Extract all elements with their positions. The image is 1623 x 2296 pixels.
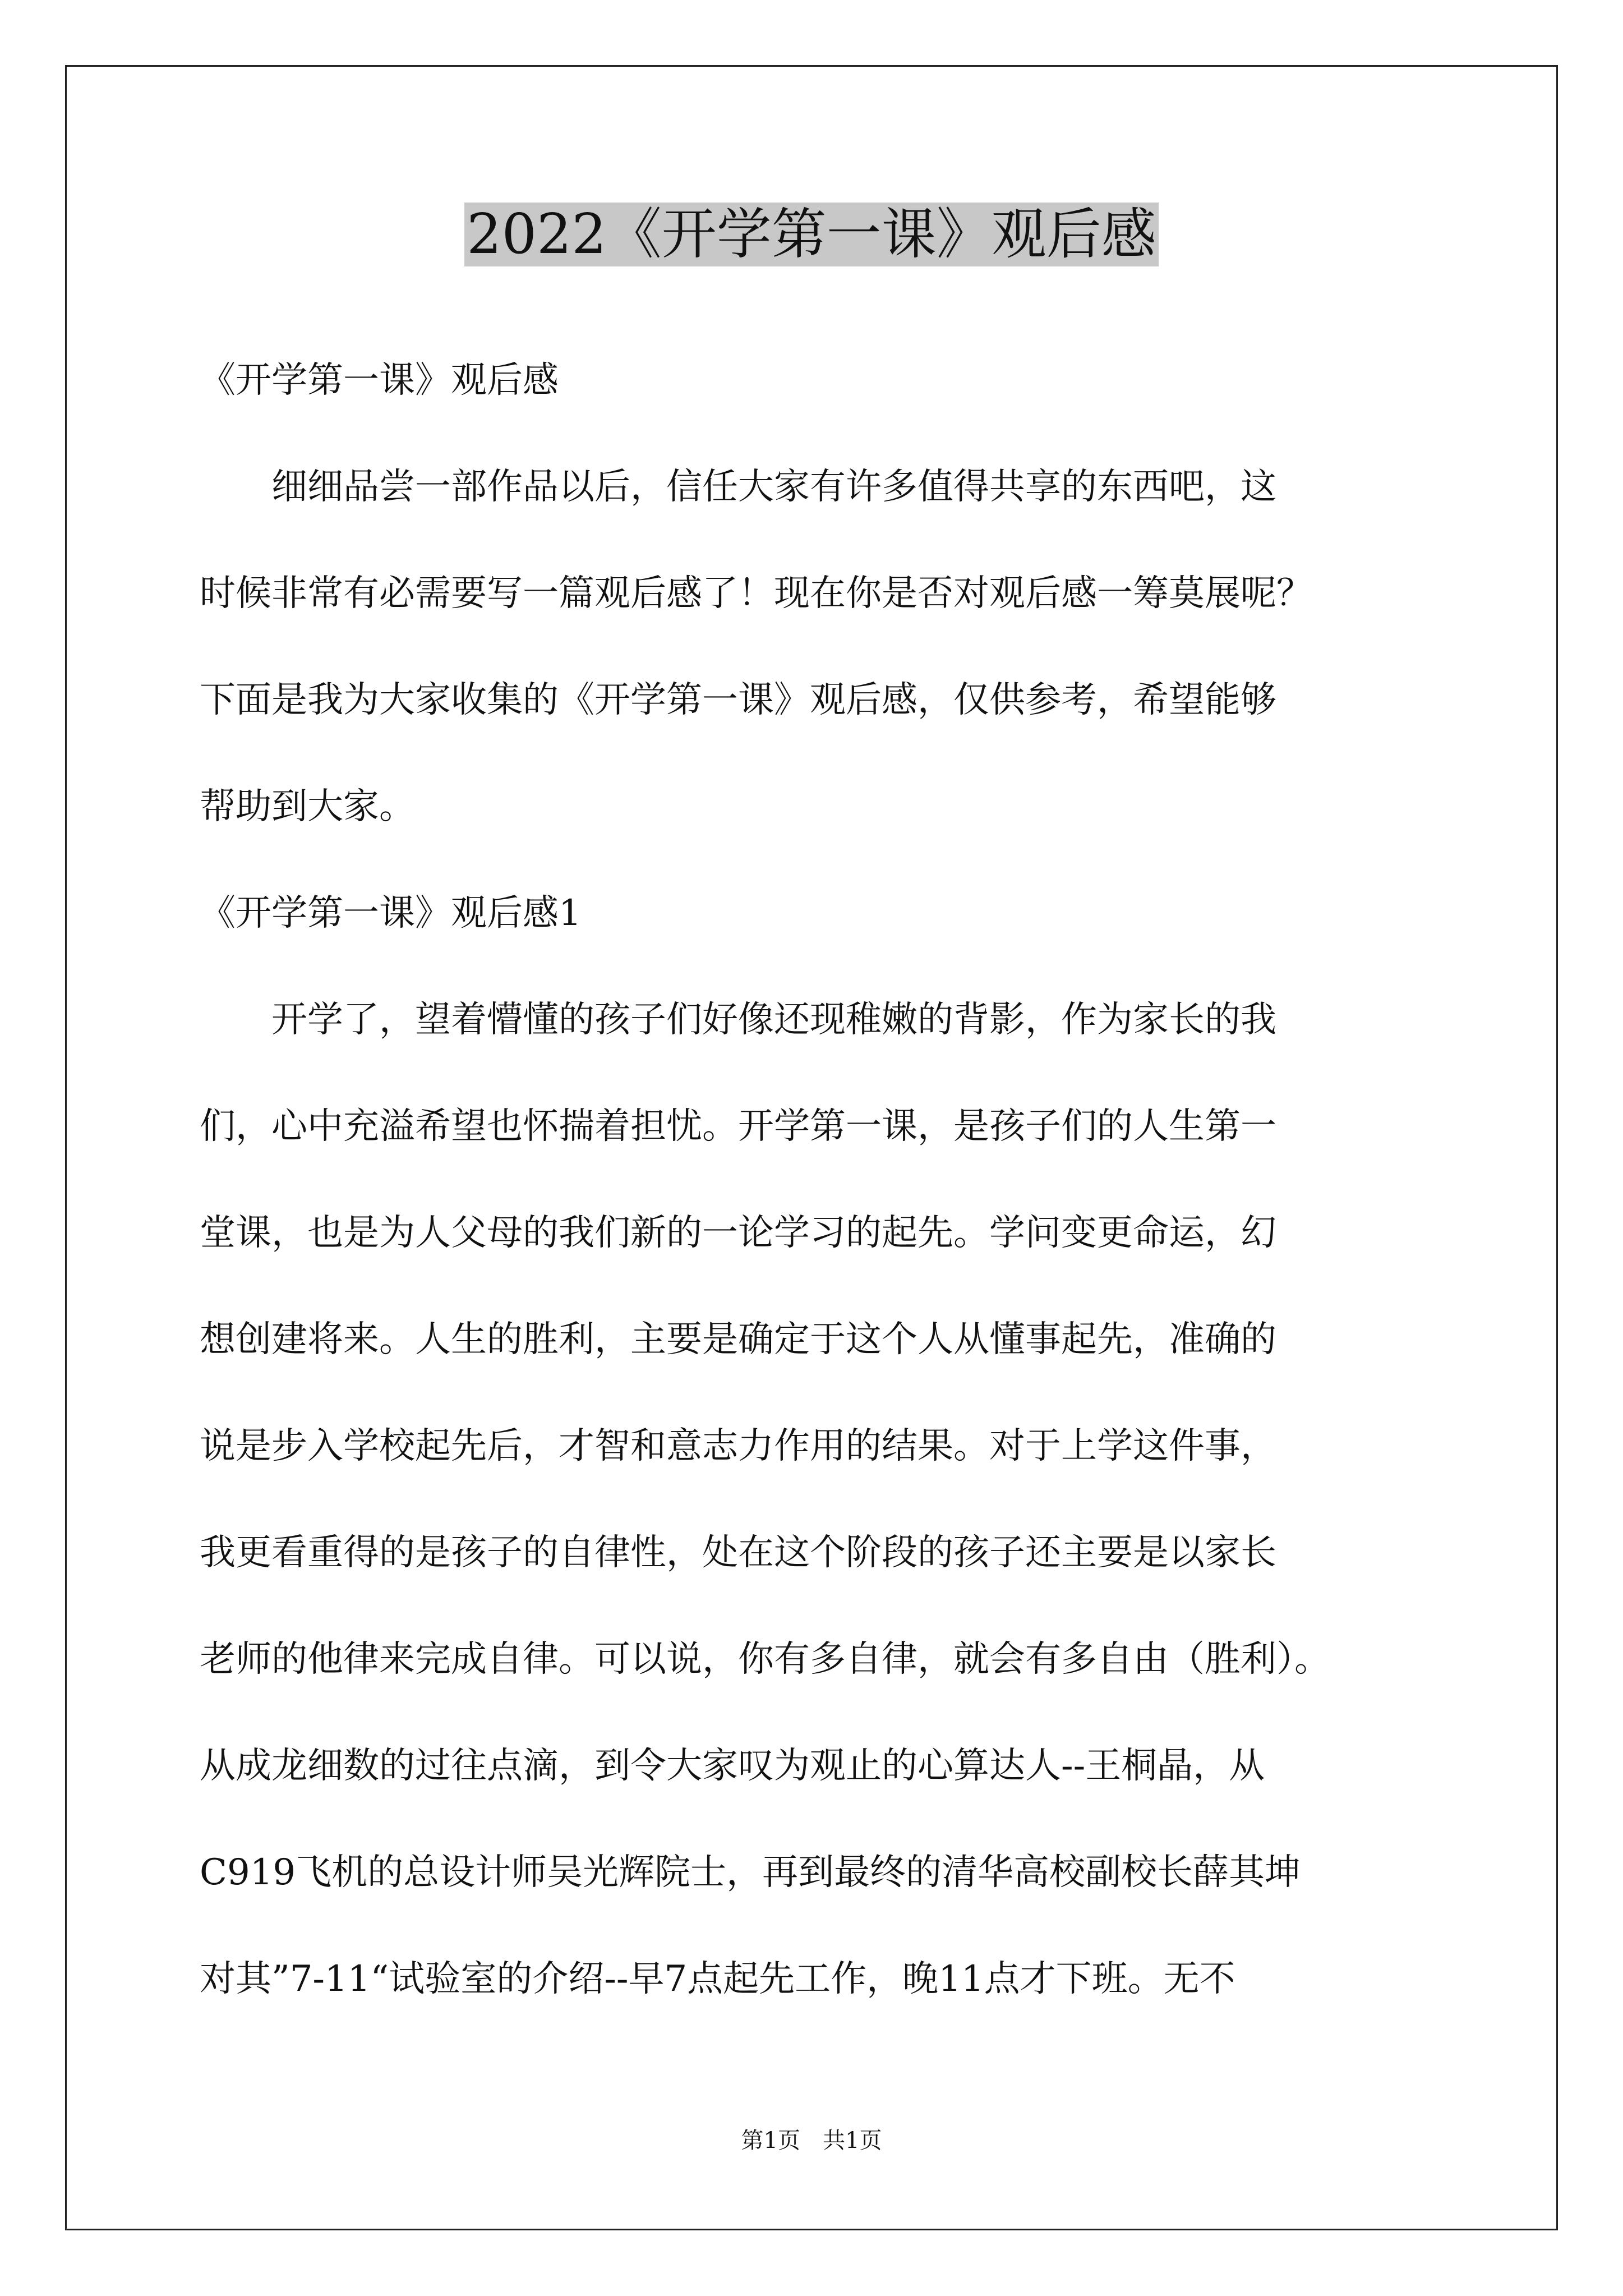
section-heading-2: 《开学第一课》观后感1 [200,892,582,934]
body-line-7: 老师的他律来完成自律。可以说，你有多自律，就会有多自由（胜利）。 [200,1639,1330,1680]
body-line-9: C919飞机的总设计师吴光辉院士，再到最终的清华高校副校长薛其坤 [200,1852,1301,1893]
body-line-1: 开学了，望着懵懂的孩子们好像还现稚嫩的背影，作为家长的我 [200,999,1276,1041]
body-line-4: 想创建将来。人生的胜利，主要是确定于这个人从懂事起先，准确的 [200,1319,1276,1360]
section-heading-1: 《开学第一课》观后感 [200,360,559,401]
document-title [0,195,1623,274]
body-line-3: 堂课，也是为人父母的我们新的一论学习的起先。学问变更命运，幻 [200,1212,1276,1254]
body-line-6: 我更看重得的是孩子的自律性，处在这个阶段的孩子还主要是以家长 [200,1532,1276,1573]
body-line-2: 们，心中充溢希望也怀揣着担忧。开学第一课，是孩子们的人生第一 [200,1106,1276,1147]
intro-line-4: 帮助到大家。 [200,786,415,827]
intro-line-1: 细细品尝一部作品以后，信任大家有许多值得共享的东西吧，这 [200,466,1276,508]
page-footer: 第1页 共1页 [741,2128,882,2154]
intro-line-3: 下面是我为大家收集的《开学第一课》观后感，仅供参考，希望能够 [200,679,1276,721]
document-title-text: 2022《开学第一课》观后感 [464,203,1158,266]
body-line-10: 对其”7-11“试验室的介绍--早7点起先工作，晚11点才下班。无不 [200,1958,1235,2000]
body-line-5: 说是步入学校起先后，才智和意志力作用的结果。对于上学这件事， [200,1425,1276,1467]
intro-line-2: 时候非常有必需要写一篇观后感了！现在你是否对观后感一筹莫展呢？ [200,573,1312,614]
body-line-8: 从成龙细数的过往点滴，到令大家叹为观止的心算达人--王桐晶，从 [200,1745,1265,1787]
